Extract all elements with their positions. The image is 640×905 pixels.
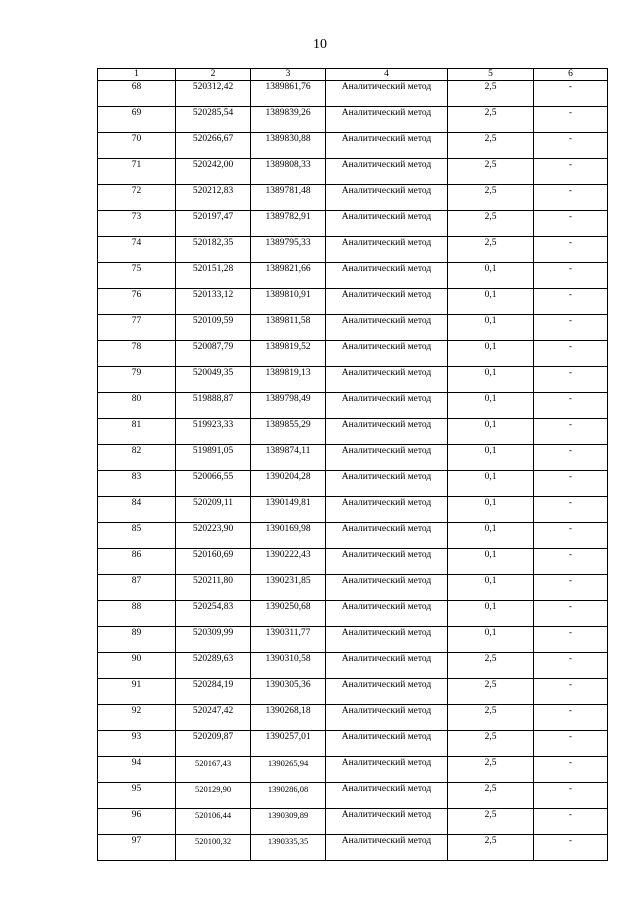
point-number-cell: 84 [98, 497, 176, 523]
y-coordinate-cell: 1389855,29 [251, 419, 326, 445]
accuracy-cell: 0,1 [448, 289, 534, 315]
point-number-cell: 96 [98, 809, 176, 835]
y-coordinate-cell: 1389795,33 [251, 237, 326, 263]
accuracy-cell: 2,5 [448, 653, 534, 679]
y-coordinate-cell: 1390222,43 [251, 549, 326, 575]
table-row [98, 289, 608, 315]
table-row [98, 731, 608, 757]
column-header: 4 [326, 69, 448, 81]
method-cell: Аналитический метод [326, 367, 448, 393]
accuracy-cell: 0,1 [448, 601, 534, 627]
note-cell: - [534, 523, 608, 549]
x-coordinate-cell: 520312,42 [176, 81, 251, 107]
note-cell: - [534, 159, 608, 185]
accuracy-cell: 0,1 [448, 445, 534, 471]
y-coordinate-cell: 1389861,76 [251, 81, 326, 107]
accuracy-cell: 0,1 [448, 419, 534, 445]
method-cell: Аналитический метод [326, 419, 448, 445]
table-row [98, 523, 608, 549]
x-coordinate-cell: 520106,44 [176, 809, 251, 835]
y-coordinate-cell: 1390250,68 [251, 601, 326, 627]
note-cell: - [534, 419, 608, 445]
method-cell: Аналитический метод [326, 107, 448, 133]
x-coordinate-cell: 520254,83 [176, 601, 251, 627]
y-coordinate-cell: 1389810,91 [251, 289, 326, 315]
method-cell: Аналитический метод [326, 159, 448, 185]
accuracy-cell: 0,1 [448, 341, 534, 367]
accuracy-cell: 2,5 [448, 809, 534, 835]
table-row [98, 783, 608, 809]
note-cell: - [534, 705, 608, 731]
method-cell: Аналитический метод [326, 549, 448, 575]
accuracy-cell: 2,5 [448, 731, 534, 757]
table-row [98, 81, 608, 107]
x-coordinate-cell: 520247,42 [176, 705, 251, 731]
x-coordinate-cell: 520285,54 [176, 107, 251, 133]
accuracy-cell: 2,5 [448, 107, 534, 133]
x-coordinate-cell: 519891,05 [176, 445, 251, 471]
point-number-cell: 86 [98, 549, 176, 575]
point-number-cell: 85 [98, 523, 176, 549]
table-row [98, 445, 608, 471]
table-row [98, 419, 608, 445]
y-coordinate-cell: 1390268,18 [251, 705, 326, 731]
header-row [98, 69, 608, 81]
y-coordinate-cell: 1389874,11 [251, 445, 326, 471]
point-number-cell: 81 [98, 419, 176, 445]
method-cell: Аналитический метод [326, 81, 448, 107]
note-cell: - [534, 393, 608, 419]
method-cell: Аналитический метод [326, 289, 448, 315]
y-coordinate-cell: 1389839,26 [251, 107, 326, 133]
method-cell: Аналитический метод [326, 185, 448, 211]
y-coordinate-cell: 1389819,52 [251, 341, 326, 367]
y-coordinate-cell: 1389781,48 [251, 185, 326, 211]
table-row [98, 393, 608, 419]
x-coordinate-cell: 520066,55 [176, 471, 251, 497]
accuracy-cell: 2,5 [448, 81, 534, 107]
method-cell: Аналитический метод [326, 809, 448, 835]
x-coordinate-cell: 520160,69 [176, 549, 251, 575]
page-number: 10 [313, 37, 327, 52]
x-coordinate-cell: 519888,87 [176, 393, 251, 419]
table-row [98, 575, 608, 601]
method-cell: Аналитический метод [326, 627, 448, 653]
note-cell: - [534, 289, 608, 315]
table-row [98, 315, 608, 341]
note-cell: - [534, 679, 608, 705]
point-number-cell: 82 [98, 445, 176, 471]
accuracy-cell: 2,5 [448, 705, 534, 731]
table-row [98, 679, 608, 705]
x-coordinate-cell: 520223,90 [176, 523, 251, 549]
note-cell: - [534, 549, 608, 575]
point-number-cell: 87 [98, 575, 176, 601]
point-number-cell: 68 [98, 81, 176, 107]
method-cell: Аналитический метод [326, 653, 448, 679]
table-row [98, 107, 608, 133]
table-row [98, 549, 608, 575]
note-cell: - [534, 237, 608, 263]
x-coordinate-cell: 520209,11 [176, 497, 251, 523]
point-number-cell: 89 [98, 627, 176, 653]
y-coordinate-cell: 1390204,28 [251, 471, 326, 497]
x-coordinate-cell: 520212,83 [176, 185, 251, 211]
accuracy-cell: 0,1 [448, 263, 534, 289]
table-row [98, 497, 608, 523]
table-row [98, 341, 608, 367]
x-coordinate-cell: 520109,59 [176, 315, 251, 341]
point-number-cell: 76 [98, 289, 176, 315]
table-row [98, 653, 608, 679]
y-coordinate-cell: 1390265,94 [251, 757, 326, 783]
y-coordinate-cell: 1390286,08 [251, 783, 326, 809]
accuracy-cell: 0,1 [448, 575, 534, 601]
x-coordinate-cell: 520209,87 [176, 731, 251, 757]
point-number-cell: 70 [98, 133, 176, 159]
accuracy-cell: 2,5 [448, 185, 534, 211]
accuracy-cell: 0,1 [448, 523, 534, 549]
point-number-cell: 80 [98, 393, 176, 419]
table-row [98, 367, 608, 393]
note-cell: - [534, 835, 608, 861]
method-cell: Аналитический метод [326, 757, 448, 783]
x-coordinate-cell: 520242,00 [176, 159, 251, 185]
y-coordinate-cell: 1389798,49 [251, 393, 326, 419]
table-row [98, 211, 608, 237]
note-cell: - [534, 497, 608, 523]
accuracy-cell: 2,5 [448, 237, 534, 263]
x-coordinate-cell: 520167,43 [176, 757, 251, 783]
table-row [98, 263, 608, 289]
x-coordinate-cell: 520197,47 [176, 211, 251, 237]
table-row [98, 627, 608, 653]
note-cell: - [534, 627, 608, 653]
x-coordinate-cell: 520129,90 [176, 783, 251, 809]
method-cell: Аналитический метод [326, 133, 448, 159]
point-number-cell: 75 [98, 263, 176, 289]
accuracy-cell: 2,5 [448, 835, 534, 861]
point-number-cell: 90 [98, 653, 176, 679]
y-coordinate-cell: 1390309,89 [251, 809, 326, 835]
table-header [98, 69, 608, 81]
y-coordinate-cell: 1390335,35 [251, 835, 326, 861]
method-cell: Аналитический метод [326, 835, 448, 861]
accuracy-cell: 0,1 [448, 315, 534, 341]
point-number-cell: 83 [98, 471, 176, 497]
x-coordinate-cell: 520284,19 [176, 679, 251, 705]
accuracy-cell: 2,5 [448, 679, 534, 705]
method-cell: Аналитический метод [326, 237, 448, 263]
point-number-cell: 92 [98, 705, 176, 731]
y-coordinate-cell: 1389830,88 [251, 133, 326, 159]
y-coordinate-cell: 1390257,01 [251, 731, 326, 757]
point-number-cell: 77 [98, 315, 176, 341]
y-coordinate-cell: 1389819,13 [251, 367, 326, 393]
x-coordinate-cell: 520087,79 [176, 341, 251, 367]
x-coordinate-cell: 520266,67 [176, 133, 251, 159]
note-cell: - [534, 211, 608, 237]
point-number-cell: 78 [98, 341, 176, 367]
y-coordinate-cell: 1390169,98 [251, 523, 326, 549]
point-number-cell: 93 [98, 731, 176, 757]
accuracy-cell: 0,1 [448, 549, 534, 575]
y-coordinate-cell: 1390305,36 [251, 679, 326, 705]
table-row [98, 809, 608, 835]
method-cell: Аналитический метод [326, 263, 448, 289]
table-row [98, 835, 608, 861]
note-cell: - [534, 757, 608, 783]
method-cell: Аналитический метод [326, 731, 448, 757]
point-number-cell: 97 [98, 835, 176, 861]
column-header: 5 [448, 69, 534, 81]
note-cell: - [534, 107, 608, 133]
table-body [98, 81, 608, 861]
method-cell: Аналитический метод [326, 523, 448, 549]
note-cell: - [534, 653, 608, 679]
table-row [98, 237, 608, 263]
accuracy-cell: 0,1 [448, 627, 534, 653]
point-number-cell: 79 [98, 367, 176, 393]
method-cell: Аналитический метод [326, 679, 448, 705]
accuracy-cell: 2,5 [448, 783, 534, 809]
note-cell: - [534, 445, 608, 471]
accuracy-cell: 2,5 [448, 757, 534, 783]
x-coordinate-cell: 520133,12 [176, 289, 251, 315]
table-row [98, 601, 608, 627]
x-coordinate-cell: 520309,99 [176, 627, 251, 653]
note-cell: - [534, 783, 608, 809]
method-cell: Аналитический метод [326, 445, 448, 471]
table-row [98, 705, 608, 731]
point-number-cell: 74 [98, 237, 176, 263]
point-number-cell: 71 [98, 159, 176, 185]
point-number-cell: 72 [98, 185, 176, 211]
accuracy-cell: 2,5 [448, 133, 534, 159]
note-cell: - [534, 601, 608, 627]
note-cell: - [534, 575, 608, 601]
point-number-cell: 94 [98, 757, 176, 783]
x-coordinate-cell: 520211,80 [176, 575, 251, 601]
method-cell: Аналитический метод [326, 341, 448, 367]
x-coordinate-cell: 519923,33 [176, 419, 251, 445]
method-cell: Аналитический метод [326, 471, 448, 497]
note-cell: - [534, 81, 608, 107]
point-number-cell: 95 [98, 783, 176, 809]
y-coordinate-cell: 1390310,58 [251, 653, 326, 679]
method-cell: Аналитический метод [326, 497, 448, 523]
method-cell: Аналитический метод [326, 601, 448, 627]
column-header: 1 [98, 69, 176, 81]
method-cell: Аналитический метод [326, 315, 448, 341]
column-header: 6 [534, 69, 608, 81]
accuracy-cell: 0,1 [448, 497, 534, 523]
note-cell: - [534, 809, 608, 835]
note-cell: - [534, 133, 608, 159]
x-coordinate-cell: 520049,35 [176, 367, 251, 393]
method-cell: Аналитический метод [326, 211, 448, 237]
column-header: 2 [176, 69, 251, 81]
note-cell: - [534, 367, 608, 393]
point-number-cell: 88 [98, 601, 176, 627]
note-cell: - [534, 185, 608, 211]
method-cell: Аналитический метод [326, 575, 448, 601]
accuracy-cell: 2,5 [448, 211, 534, 237]
y-coordinate-cell: 1389821,66 [251, 263, 326, 289]
table-row [98, 471, 608, 497]
x-coordinate-cell: 520100,32 [176, 835, 251, 861]
table-row [98, 159, 608, 185]
note-cell: - [534, 471, 608, 497]
point-number-cell: 69 [98, 107, 176, 133]
note-cell: - [534, 341, 608, 367]
coordinates-table [97, 68, 608, 861]
method-cell: Аналитический метод [326, 705, 448, 731]
y-coordinate-cell: 1389811,58 [251, 315, 326, 341]
column-header: 3 [251, 69, 326, 81]
y-coordinate-cell: 1389782,91 [251, 211, 326, 237]
note-cell: - [534, 263, 608, 289]
x-coordinate-cell: 520182,35 [176, 237, 251, 263]
accuracy-cell: 2,5 [448, 159, 534, 185]
y-coordinate-cell: 1390231,85 [251, 575, 326, 601]
x-coordinate-cell: 520289,63 [176, 653, 251, 679]
accuracy-cell: 0,1 [448, 393, 534, 419]
method-cell: Аналитический метод [326, 783, 448, 809]
note-cell: - [534, 315, 608, 341]
x-coordinate-cell: 520151,28 [176, 263, 251, 289]
point-number-cell: 73 [98, 211, 176, 237]
accuracy-cell: 0,1 [448, 471, 534, 497]
method-cell: Аналитический метод [326, 393, 448, 419]
y-coordinate-cell: 1390311,77 [251, 627, 326, 653]
table-row [98, 757, 608, 783]
table-row [98, 133, 608, 159]
y-coordinate-cell: 1389808,33 [251, 159, 326, 185]
note-cell: - [534, 731, 608, 757]
point-number-cell: 91 [98, 679, 176, 705]
accuracy-cell: 0,1 [448, 367, 534, 393]
y-coordinate-cell: 1390149,81 [251, 497, 326, 523]
table-row [98, 185, 608, 211]
